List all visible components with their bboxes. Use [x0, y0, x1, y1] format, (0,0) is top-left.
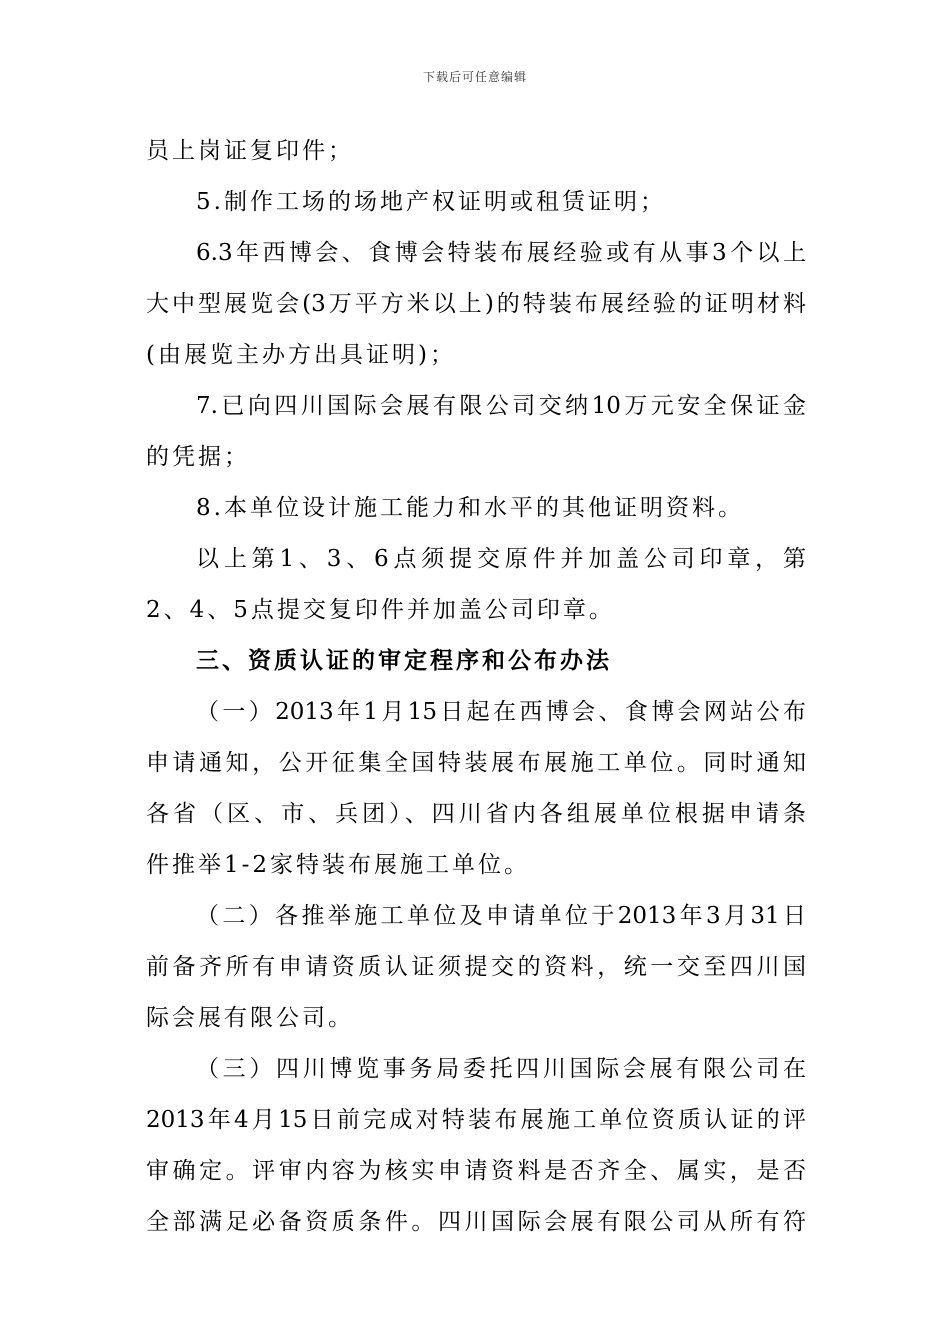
list-item: 5.制作工场的场地产权证明或租赁证明； [196, 189, 666, 215]
paragraph-line: （一）2013年1月15日起在西博会、食博会网站公布 [196, 699, 806, 725]
paragraph-line: （三）四川博览事务局委托四川国际会展有限公司在 [196, 1056, 806, 1082]
header-note: 下载后可任意编辑 [422, 70, 527, 84]
text-line: 大中型展览会(3万平方米以上)的特装布展经验的证明材料 [146, 291, 806, 317]
text-line: 的凭据； [146, 444, 250, 470]
list-item: 8.本单位设计施工能力和水平的其他证明资料。 [196, 495, 744, 521]
text-line: 际会展有限公司。 [146, 1005, 354, 1031]
list-item: 6.3年西博会、食博会特装布展经验或有从事3个以上 [196, 240, 806, 266]
text-line: 2013年4月15日前完成对特装布展施工单位资质认证的评 [146, 1107, 806, 1133]
paragraph-line: 以上第1、3、6点须提交原件并加盖公司印章，第 [196, 546, 806, 572]
text-line: 全部满足必备资质条件。四川国际会展有限公司从所有符 [146, 1209, 806, 1235]
text-line: (由展览主办方出具证明)； [146, 342, 456, 368]
list-item: 7.已向四川国际会展有限公司交纳10万元安全保证金 [196, 393, 806, 419]
text-line: 前备齐所有申请资质认证须提交的资料，统一交至四川国 [146, 954, 806, 980]
text-line: 员上岗证复印件； [146, 138, 354, 164]
text-line: 申请通知，公开征集全国特装展布展施工单位。同时通知 [146, 750, 806, 776]
text-line: 2、4、5点提交复印件并加盖公司印章。 [146, 597, 615, 623]
text-line: 各省（区、市、兵团）、四川省内各组展单位根据申请条 [146, 801, 806, 827]
section-heading: 三、资质认证的审定程序和公布办法 [196, 648, 612, 674]
text-line: 件推举1-2家特装布展施工单位。 [146, 852, 531, 878]
text-line: 审确定。评审内容为核实申请资料是否齐全、属实，是否 [146, 1158, 806, 1184]
document-body [146, 126, 806, 1248]
paragraph-line: （二）各推举施工单位及申请单位于2013年3月31日 [196, 903, 806, 929]
